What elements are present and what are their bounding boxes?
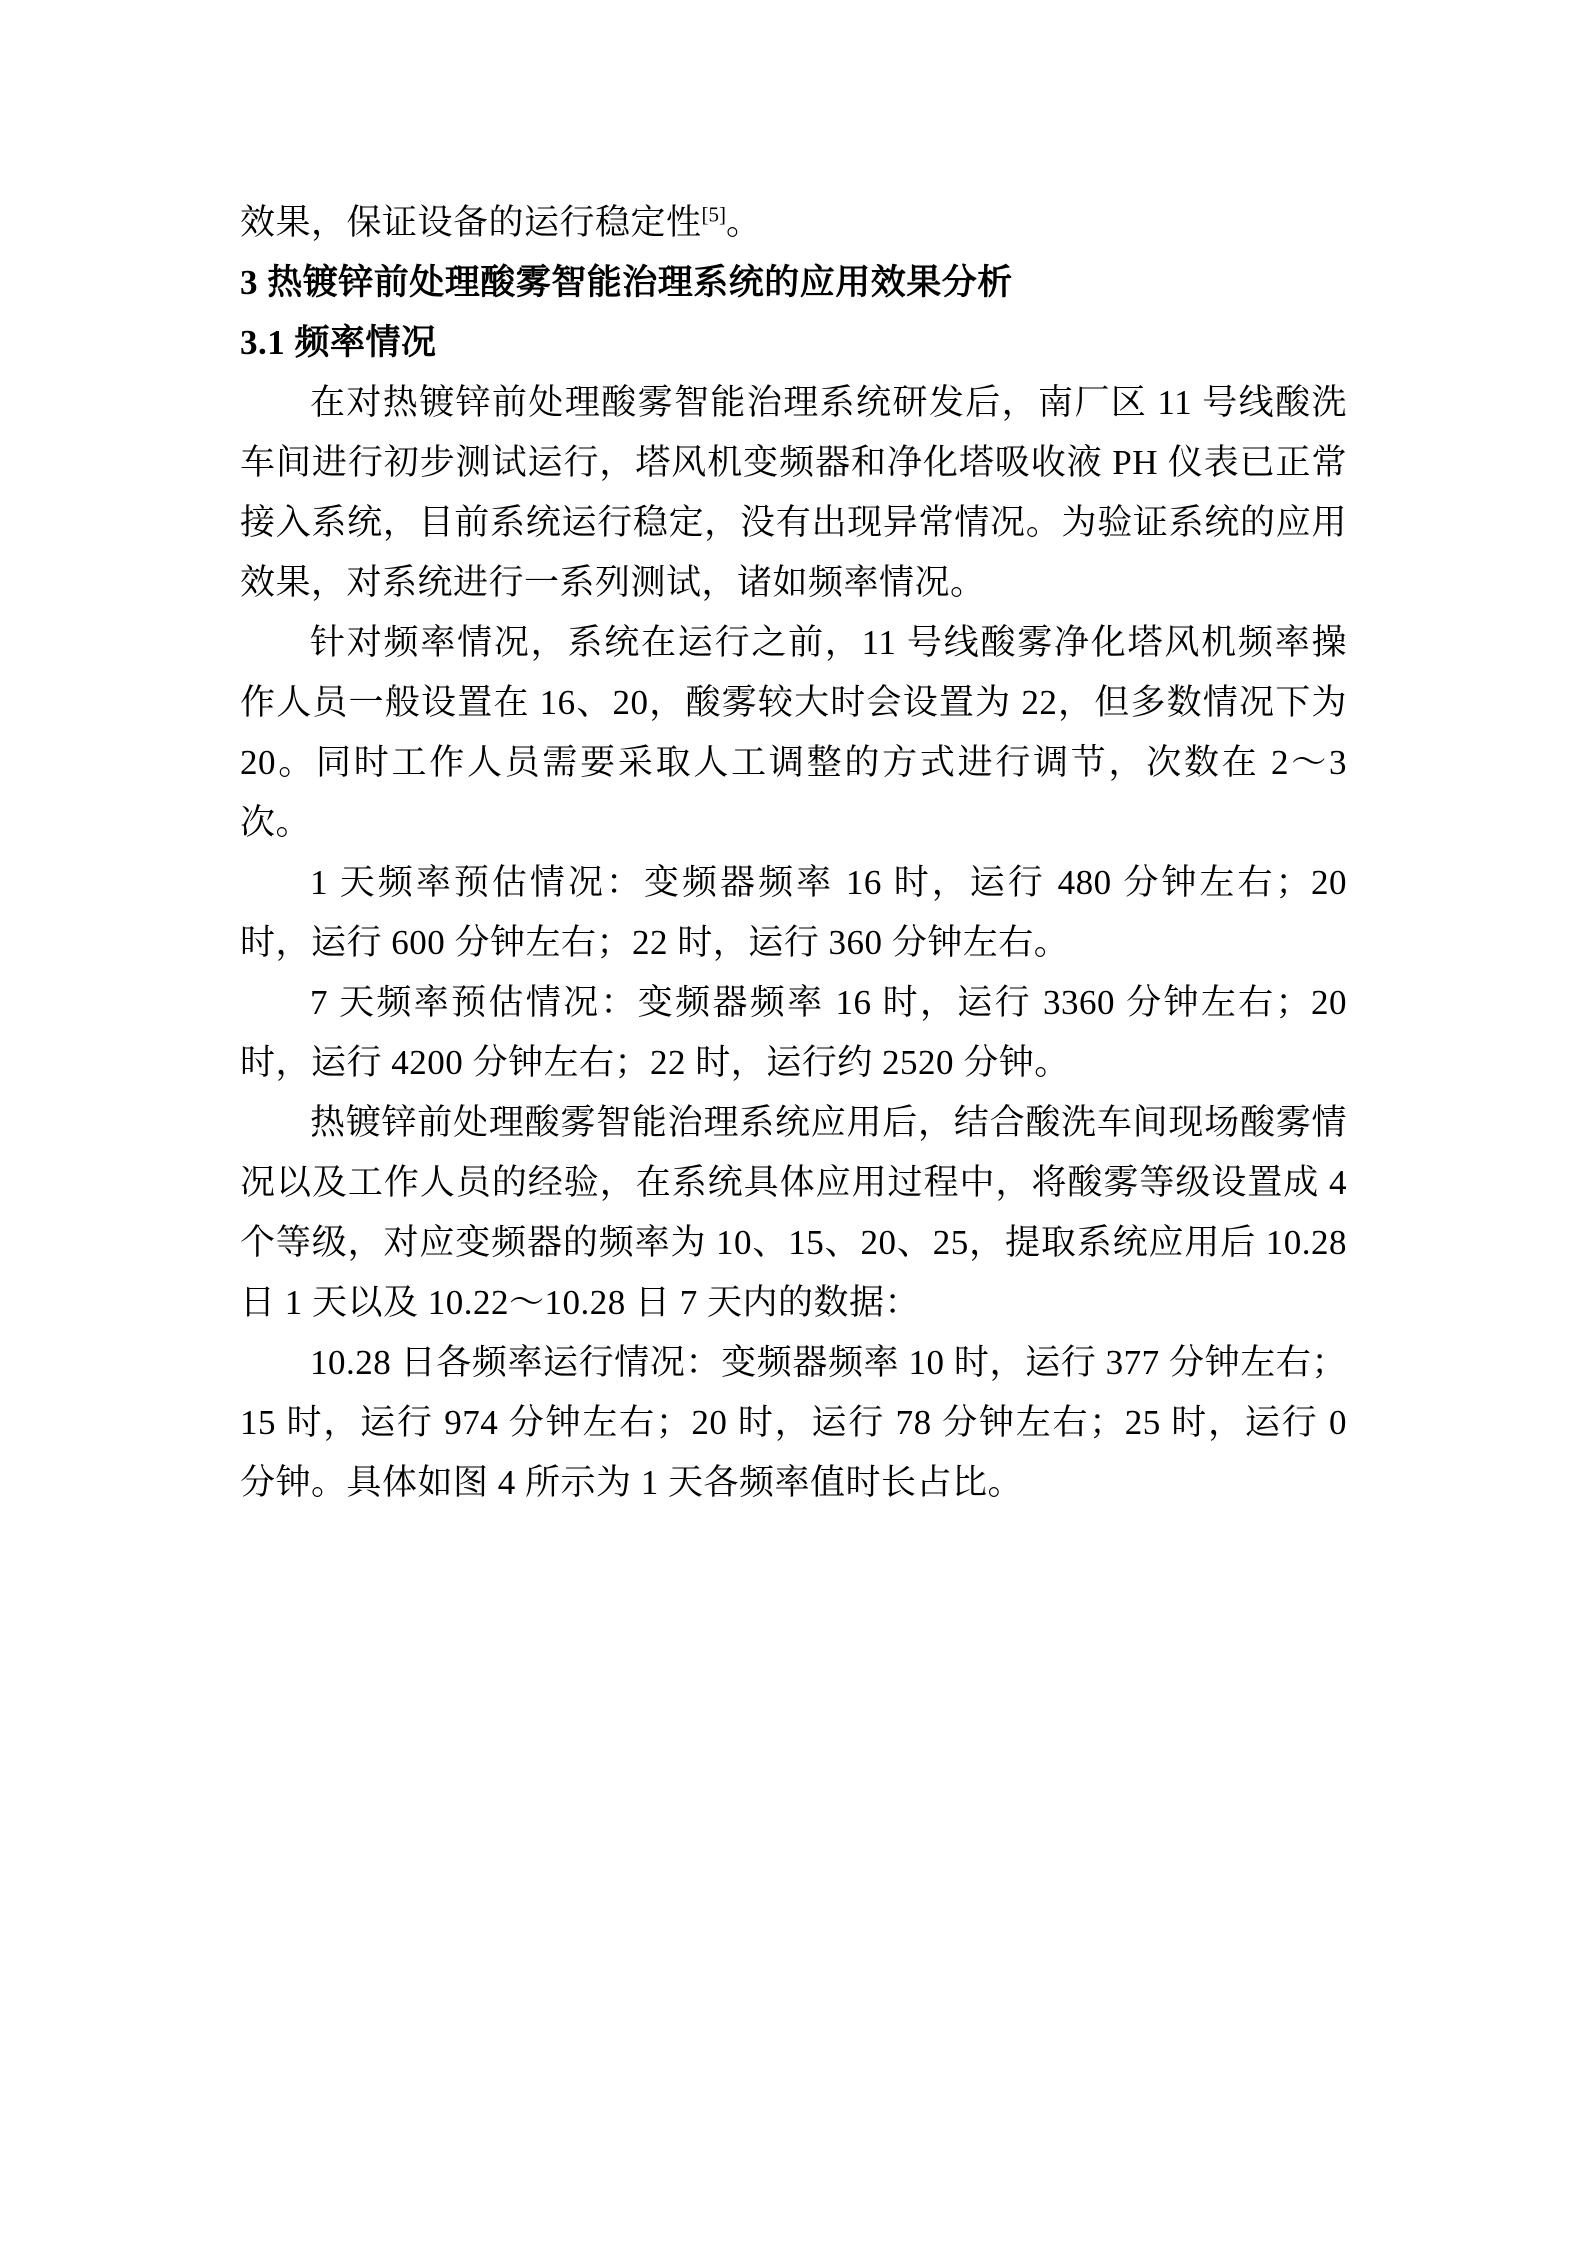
document-body (240, 193, 1347, 1513)
paragraph-frequency-before: 针对频率情况，系统在运行之前，11 号线酸雾净化塔风机频率操作人员一般设置在 16、20，酸雾较大时会设置为 22，但多数情况下为 20。同时工作人员需要采取人工调整的方式进行调节，次数在 2～3 次。 (240, 623, 1347, 842)
continuation-period: 。 (726, 203, 762, 242)
footnote-reference: [5] (701, 202, 727, 227)
paragraph-test-run: 在对热镀锌前处理酸雾智能治理系统研发后，南厂区 11 号线酸洗车间进行初步测试运行，塔风机变频器和净化塔吸收液 PH 仪表已正常接入系统，目前系统运行稳定，没有出现异常情况。为验证系统的应用效果，对系统进行一系列测试，诸如频率情况。 (240, 383, 1347, 602)
paragraph-1028-results: 10.28 日各频率运行情况：变频器频率 10 时，运行 377 分钟左右；15 时，运行 974 分钟左右；20 时，运行 78 分钟左右；25 时，运行 0 分钟。具体如图 4 所示为 1 天各频率值时长占比。 (240, 1343, 1347, 1502)
paragraph-7day-estimate: 7 天频率预估情况：变频器频率 16 时，运行 3360 分钟左右；20 时，运行 4200 分钟左右；22 时，运行约 2520 分钟。 (240, 983, 1347, 1082)
continuation-text: 效果，保证设备的运行稳定性 (240, 203, 702, 242)
section-heading: 3 热镀锌前处理酸雾智能治理系统的应用效果分析 (240, 263, 1013, 302)
subsection-heading: 3.1 频率情况 (240, 323, 437, 362)
paragraph-continuation (240, 193, 1347, 253)
paragraph-1day-estimate: 1 天频率预估情况：变频器频率 16 时，运行 480 分钟左右；20 时，运行 600 分钟左右；22 时，运行 360 分钟左右。 (240, 863, 1347, 962)
paragraph-after-application: 热镀锌前处理酸雾智能治理系统应用后，结合酸洗车间现场酸雾情况以及工作人员的经验，在系统具体应用过程中，将酸雾等级设置成 4 个等级，对应变频器的频率为 10、15、20、25，提取系统应用后 10.28 日 1 天以及 10.22～10.28 日 7 天内的数据： (240, 1103, 1347, 1322)
